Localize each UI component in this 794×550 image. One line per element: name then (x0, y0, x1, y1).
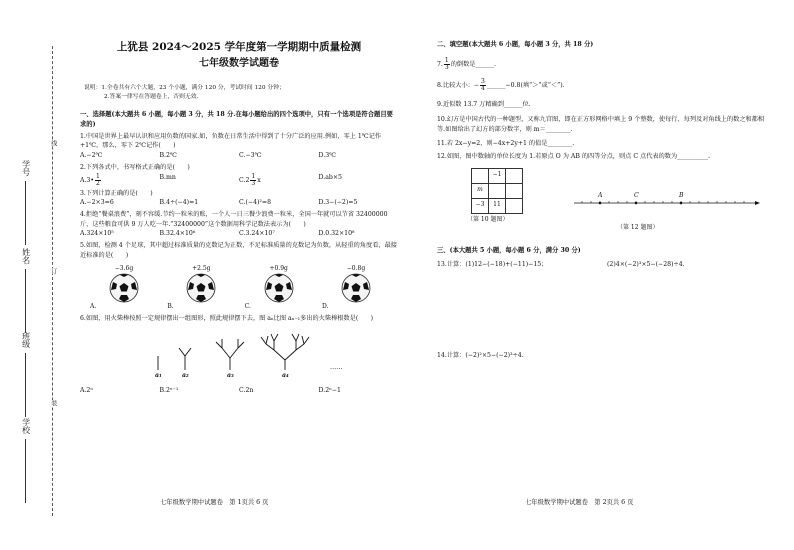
question-8: 8.比较大小：− $\frac{3}{4}$ ______−0.8(填“＞”或“＜”). (437, 77, 565, 92)
option-c: C.3.24×10⁷ (239, 230, 275, 238)
question-3: 3.下列计算正确的是( ) (80, 189, 153, 197)
question-13-part-2: (2)4×(−2)³×5−(−28)÷4. (607, 260, 685, 268)
point-label-b: B (679, 191, 684, 199)
question-13 (437, 260, 767, 270)
option-b: B.mn (159, 173, 176, 181)
question-6-options (80, 387, 398, 396)
note-1: 说明：1.全卷共有六个大题，23 个小题，满分 120 分，考试时间 120 分钟； (84, 84, 285, 91)
figure-label-a2: a₂ (182, 371, 189, 379)
option-letter: D. (321, 303, 329, 311)
question-12: 12.如图，图中数轴的单位长度为 1.若原点 O 为 AB 的四等分点，则点 C 点代表的数为__________. (437, 153, 711, 161)
soccer-ball-icon (264, 273, 294, 303)
field-label: 学校 (21, 418, 31, 434)
grid-cell (506, 183, 523, 198)
question-11: 11.若 2x−y=2，则−4x+2y+1 的值是________. (437, 139, 575, 147)
soccer-ball-icon (341, 273, 371, 303)
ball-mass-label: −3.6g (114, 264, 134, 272)
option-c: C.2 $\frac{1}{3}$ x (239, 172, 261, 187)
footer-page-1: 七年级数学期中试题卷 第 1页共 6 页 (160, 499, 269, 506)
question-1: 1.中国是世界上最早认识和应用负数的国家.如，负数在日常生活中得到了十分广泛的应用.例如，零上 1℃记作+1℃，那么，零下 2℃记作( ) (80, 132, 382, 150)
option-c: C.(−4)²=8 (239, 199, 272, 207)
question-5: 5.如图，检测 4 个足球，其中超过标准质量的克数记为正数，不足标准质量的克数记为负数，从轻重的角度看，最接近标准的是( ) (80, 242, 397, 259)
ball-a (90, 264, 144, 312)
figure-label-a4: a₄ (282, 371, 289, 379)
field-label: 班级 (21, 332, 31, 348)
footer-page-2: 七年级数学期中试题卷 第 2页共 6 页 (525, 499, 634, 506)
soccer-ball-icon (186, 273, 216, 303)
option-letter: C. (244, 303, 251, 311)
soccer-ball-icon (109, 273, 139, 303)
exam-subtitle: 七年级数学试题卷 (199, 58, 279, 70)
binding-margin (0, 0, 72, 550)
ball-mass-label: +2.5g (192, 264, 211, 272)
field-label: 学号 (21, 160, 31, 176)
note-2: 2.答案一律写在答题卷上，否则无效. (104, 93, 199, 100)
page-1 (80, 40, 398, 396)
option-a: A.3• $\frac{1}{2}$ (80, 172, 100, 187)
number-line-figure (572, 191, 762, 214)
question-5-figure (80, 265, 398, 312)
figures-row (437, 168, 767, 238)
grid-cell: −3 (472, 198, 489, 213)
figure-label-a1: a₁ (155, 371, 162, 379)
matchstick-pattern-figure (80, 328, 398, 386)
field-name (20, 248, 32, 333)
field-label: 姓名 (21, 248, 31, 264)
question-2-options (80, 174, 398, 187)
option-a: A.2ⁿ (80, 386, 94, 394)
page-2 (437, 40, 767, 361)
figure-ellipsis: …… (330, 363, 343, 371)
question-4-options (80, 230, 398, 239)
option-a: A.−2×3=6 (80, 199, 114, 207)
question-13-part-1: 13.计算：(1)12−(−18)+(−11)−15； (437, 260, 548, 268)
magic-square-grid (471, 168, 523, 214)
figure-label-a3: a₃ (227, 371, 234, 379)
question-4: 4.拒绝“餐桌浪费”，刻不容缓.节约一粒米的账，一个人一日三餐少浪费一粒米，全国一年就可以节省 32400000 斤，这些粮食可供 9 万人吃一年.“32400000”这个数据用科学记数法表示为( ) (80, 211, 388, 228)
option-d: D.2ⁿ−1 (318, 386, 341, 394)
figure-10-caption: （第 10 题图） (467, 215, 509, 223)
section-1-heading: 一、选择题(本大题共 6 小题，每小题 3 分，共 18 分.在每小题给出的四个选项中，只有一个选项是符合题目要求的) (80, 111, 393, 128)
figure-12-caption: （第 12 题图） (617, 223, 659, 231)
binding-mark-order: 订 (49, 268, 57, 274)
grid-cell (506, 168, 523, 183)
option-d: D.ab×5 (318, 173, 342, 181)
binding-dashed-line (52, 46, 53, 516)
question-1-options (80, 152, 398, 161)
option-d: D.0.32×10⁸ (318, 230, 355, 238)
ball-d (321, 264, 376, 312)
magic-square-figure (437, 168, 523, 225)
question-2: 2.下列各式中，书写格式正确的是( ) (80, 163, 190, 171)
grid-cell (472, 168, 489, 183)
option-b: B.2ⁿ⁻¹ (159, 386, 179, 394)
ball-b (167, 264, 221, 312)
option-a: A.324×10⁵ (80, 230, 114, 238)
question-9: 9.近似数 13.7 万精确到______位. (437, 100, 531, 108)
grid-cell: −1 (489, 168, 506, 183)
point-label-c: C (634, 191, 639, 199)
option-d: D.3℃ (318, 151, 337, 159)
exam-title: 上犹县 2024～2025 学年度第一学期期中质量检测 (116, 41, 362, 53)
binding-mark-line: 线 (49, 140, 57, 146)
section-2-heading: 二、填空题(本大题共 6 小题，每小题 3 分，共 18 分) (437, 41, 594, 48)
question-14: 14.计算：(−2)²×5−(−2)³÷4. (437, 352, 524, 360)
section-3-heading: 三、(本大题共 5 小题，每小题 6 分，满分 30 分) (437, 246, 581, 254)
option-b: B.4÷(−4)=1 (159, 199, 199, 207)
ball-mass-label: +0.9g (269, 264, 288, 272)
question-6: 6.如图，用火柴棒按照一定规律摆出一组图形，照此规律摆下去，图 aₙ比图 aₙ₋₁多出的火柴棒根数是( ) (80, 314, 374, 322)
option-letter: A. (90, 303, 97, 311)
option-b: B.32.4×10⁶ (159, 230, 196, 238)
grid-cell (506, 198, 523, 213)
grid-cell (489, 183, 506, 198)
option-a: A.−2℃ (80, 151, 103, 159)
ball-c (244, 264, 299, 312)
binding-mark-bind: 装 (49, 400, 57, 406)
point-label-a: A (598, 191, 603, 199)
option-c: C.2n (239, 386, 254, 394)
option-b: B.2℃ (159, 151, 177, 159)
question-3-options (80, 199, 398, 208)
option-letter: B. (167, 303, 174, 311)
field-school (20, 418, 32, 503)
option-d: D.3−(−2)=5 (318, 199, 358, 207)
grid-cell: 11 (489, 198, 506, 213)
exam-notes (80, 84, 398, 103)
question-6-figure (80, 328, 398, 386)
field-student-id (20, 160, 32, 245)
grid-cell: m (472, 183, 489, 198)
option-c: C.−3℃ (239, 151, 262, 159)
question-7: 7. $\frac{1}{3}$ 的倒数是______. (437, 56, 497, 71)
question-10: 10.幻方是中国古代的一种题型，又称九宫图，即在正方形网格中填上 9 个整数，使每行、每列及对角线上的数之和都相等.如图给出了幻方的部分数字，则 m＝________. (437, 116, 765, 133)
ball-mass-label: −0.8g (346, 264, 366, 272)
field-class (20, 332, 32, 417)
